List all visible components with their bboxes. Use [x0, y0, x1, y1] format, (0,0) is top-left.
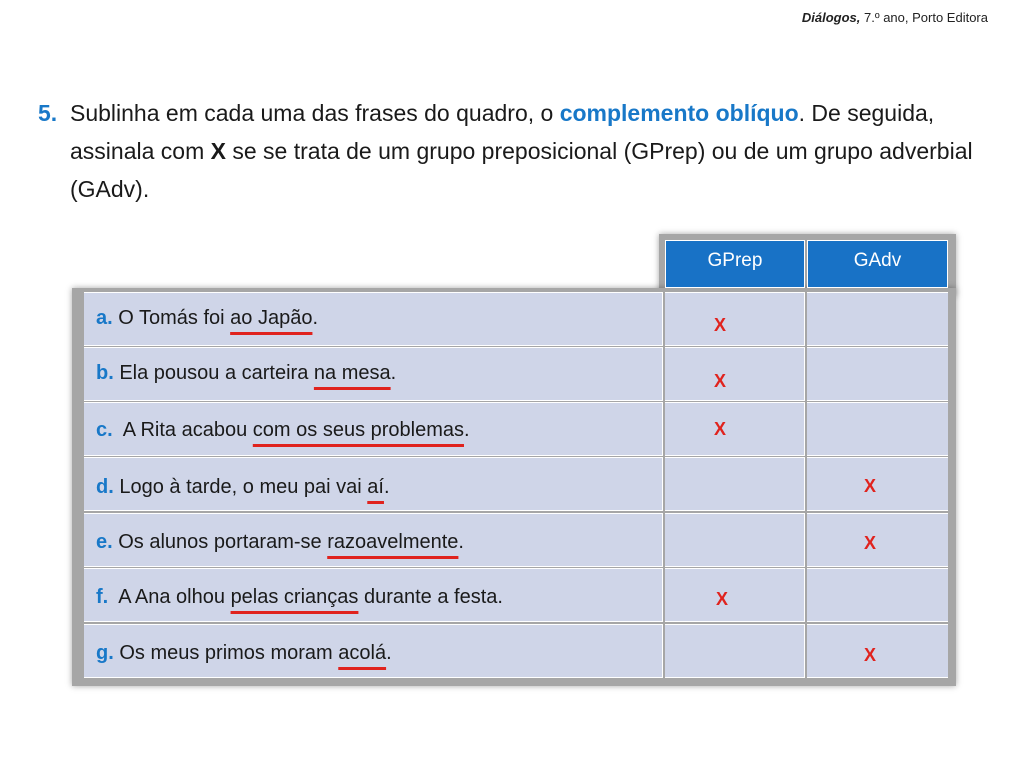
- header-gadv: GAdv: [807, 240, 948, 288]
- sentence-end: .: [386, 642, 392, 664]
- sentence-cell: [84, 457, 663, 511]
- instruction-text-2: . De seguida, assinala com: [70, 100, 935, 164]
- gprep-cell[interactable]: [665, 513, 805, 567]
- instruction-mark: X: [210, 138, 226, 164]
- sentence-text: A Rita acabou: [112, 419, 253, 441]
- book-title: Diálogos,: [801, 10, 861, 25]
- gadv-mark: X: [864, 476, 877, 496]
- sentence-end: durante a festa.: [358, 586, 503, 608]
- row-letter: e.: [96, 531, 113, 553]
- sentence-end: .: [458, 531, 464, 553]
- instruction-text-1: Sublinha em cada uma das frases do quadro, o: [70, 100, 560, 126]
- gprep-mark: X: [714, 419, 727, 439]
- sentence-text: O Tomás foi: [112, 307, 231, 329]
- oblique-complement: aí: [367, 476, 384, 498]
- source-citation: [802, 10, 988, 25]
- row-letter: f.: [96, 586, 109, 608]
- gprep-mark: X: [714, 371, 727, 391]
- gadv-cell[interactable]: [807, 568, 948, 622]
- gprep-cell[interactable]: [665, 457, 805, 511]
- gprep-cell[interactable]: [665, 292, 805, 346]
- row-letter: g.: [96, 642, 114, 664]
- sentence-end: .: [312, 307, 318, 329]
- sentence-text: Os meus primos moram: [113, 642, 339, 664]
- sentence-text: Os alunos portaram-se: [112, 531, 328, 553]
- table-row: [84, 513, 948, 567]
- sentence-text: Logo à tarde, o meu pai vai: [113, 476, 368, 498]
- sentence-end: .: [390, 362, 397, 384]
- header-gprep: GPrep: [665, 240, 805, 288]
- oblique-complement: razoavelmente: [327, 531, 459, 553]
- sentence-cell: [84, 292, 663, 346]
- sentence-cell: [84, 568, 663, 622]
- sentence-cell: [84, 347, 663, 401]
- sentence-end: .: [464, 419, 470, 441]
- sentence-end: .: [383, 476, 390, 498]
- row-letter: d.: [96, 476, 114, 498]
- table-row: [84, 624, 948, 678]
- sentence-cell: [84, 402, 663, 456]
- gadv-cell[interactable]: [807, 292, 948, 346]
- row-letter: b.: [96, 362, 114, 384]
- instruction-text-3: se se trata de um grupo preposicional (GPrep) ou de um grupo adverbial (GAdv).: [70, 138, 973, 202]
- gprep-cell[interactable]: [665, 402, 805, 456]
- gprep-cell[interactable]: [665, 347, 805, 401]
- table-row: [84, 402, 948, 456]
- gadv-mark: X: [864, 533, 877, 553]
- gadv-cell[interactable]: [807, 624, 948, 678]
- oblique-complement: pelas crianças: [230, 586, 359, 608]
- gprep-mark: X: [716, 589, 729, 609]
- instruction-highlight: complemento oblíquo: [559, 100, 799, 126]
- gadv-mark: X: [864, 645, 877, 665]
- row-letter: c.: [96, 419, 113, 441]
- table-row: [84, 568, 948, 622]
- table-row: [84, 292, 948, 346]
- gprep-cell[interactable]: [665, 568, 805, 622]
- gprep-cell[interactable]: [665, 624, 805, 678]
- oblique-complement: acolá: [338, 642, 387, 664]
- table-row: [84, 347, 948, 401]
- gadv-cell[interactable]: [807, 513, 948, 567]
- oblique-complement: com os seus problemas: [252, 419, 464, 441]
- gadv-cell[interactable]: [807, 457, 948, 511]
- gadv-cell[interactable]: [807, 347, 948, 401]
- exercise-number: 5.: [38, 100, 58, 126]
- gprep-mark: X: [714, 315, 727, 335]
- sentence-text: Ela pousou a carteira: [113, 362, 314, 384]
- oblique-complement: ao Japão: [230, 307, 313, 329]
- sentence-text: A Ana olhou: [108, 586, 231, 608]
- sentence-cell: [84, 513, 663, 567]
- oblique-complement: na mesa: [313, 362, 391, 384]
- gadv-cell[interactable]: [807, 402, 948, 456]
- table-row: [84, 457, 948, 511]
- source-details: 7.º ano, Porto Editora: [860, 10, 988, 25]
- row-letter: a.: [96, 307, 113, 329]
- exercise-instructions: [38, 94, 978, 208]
- sentence-cell: [84, 624, 663, 678]
